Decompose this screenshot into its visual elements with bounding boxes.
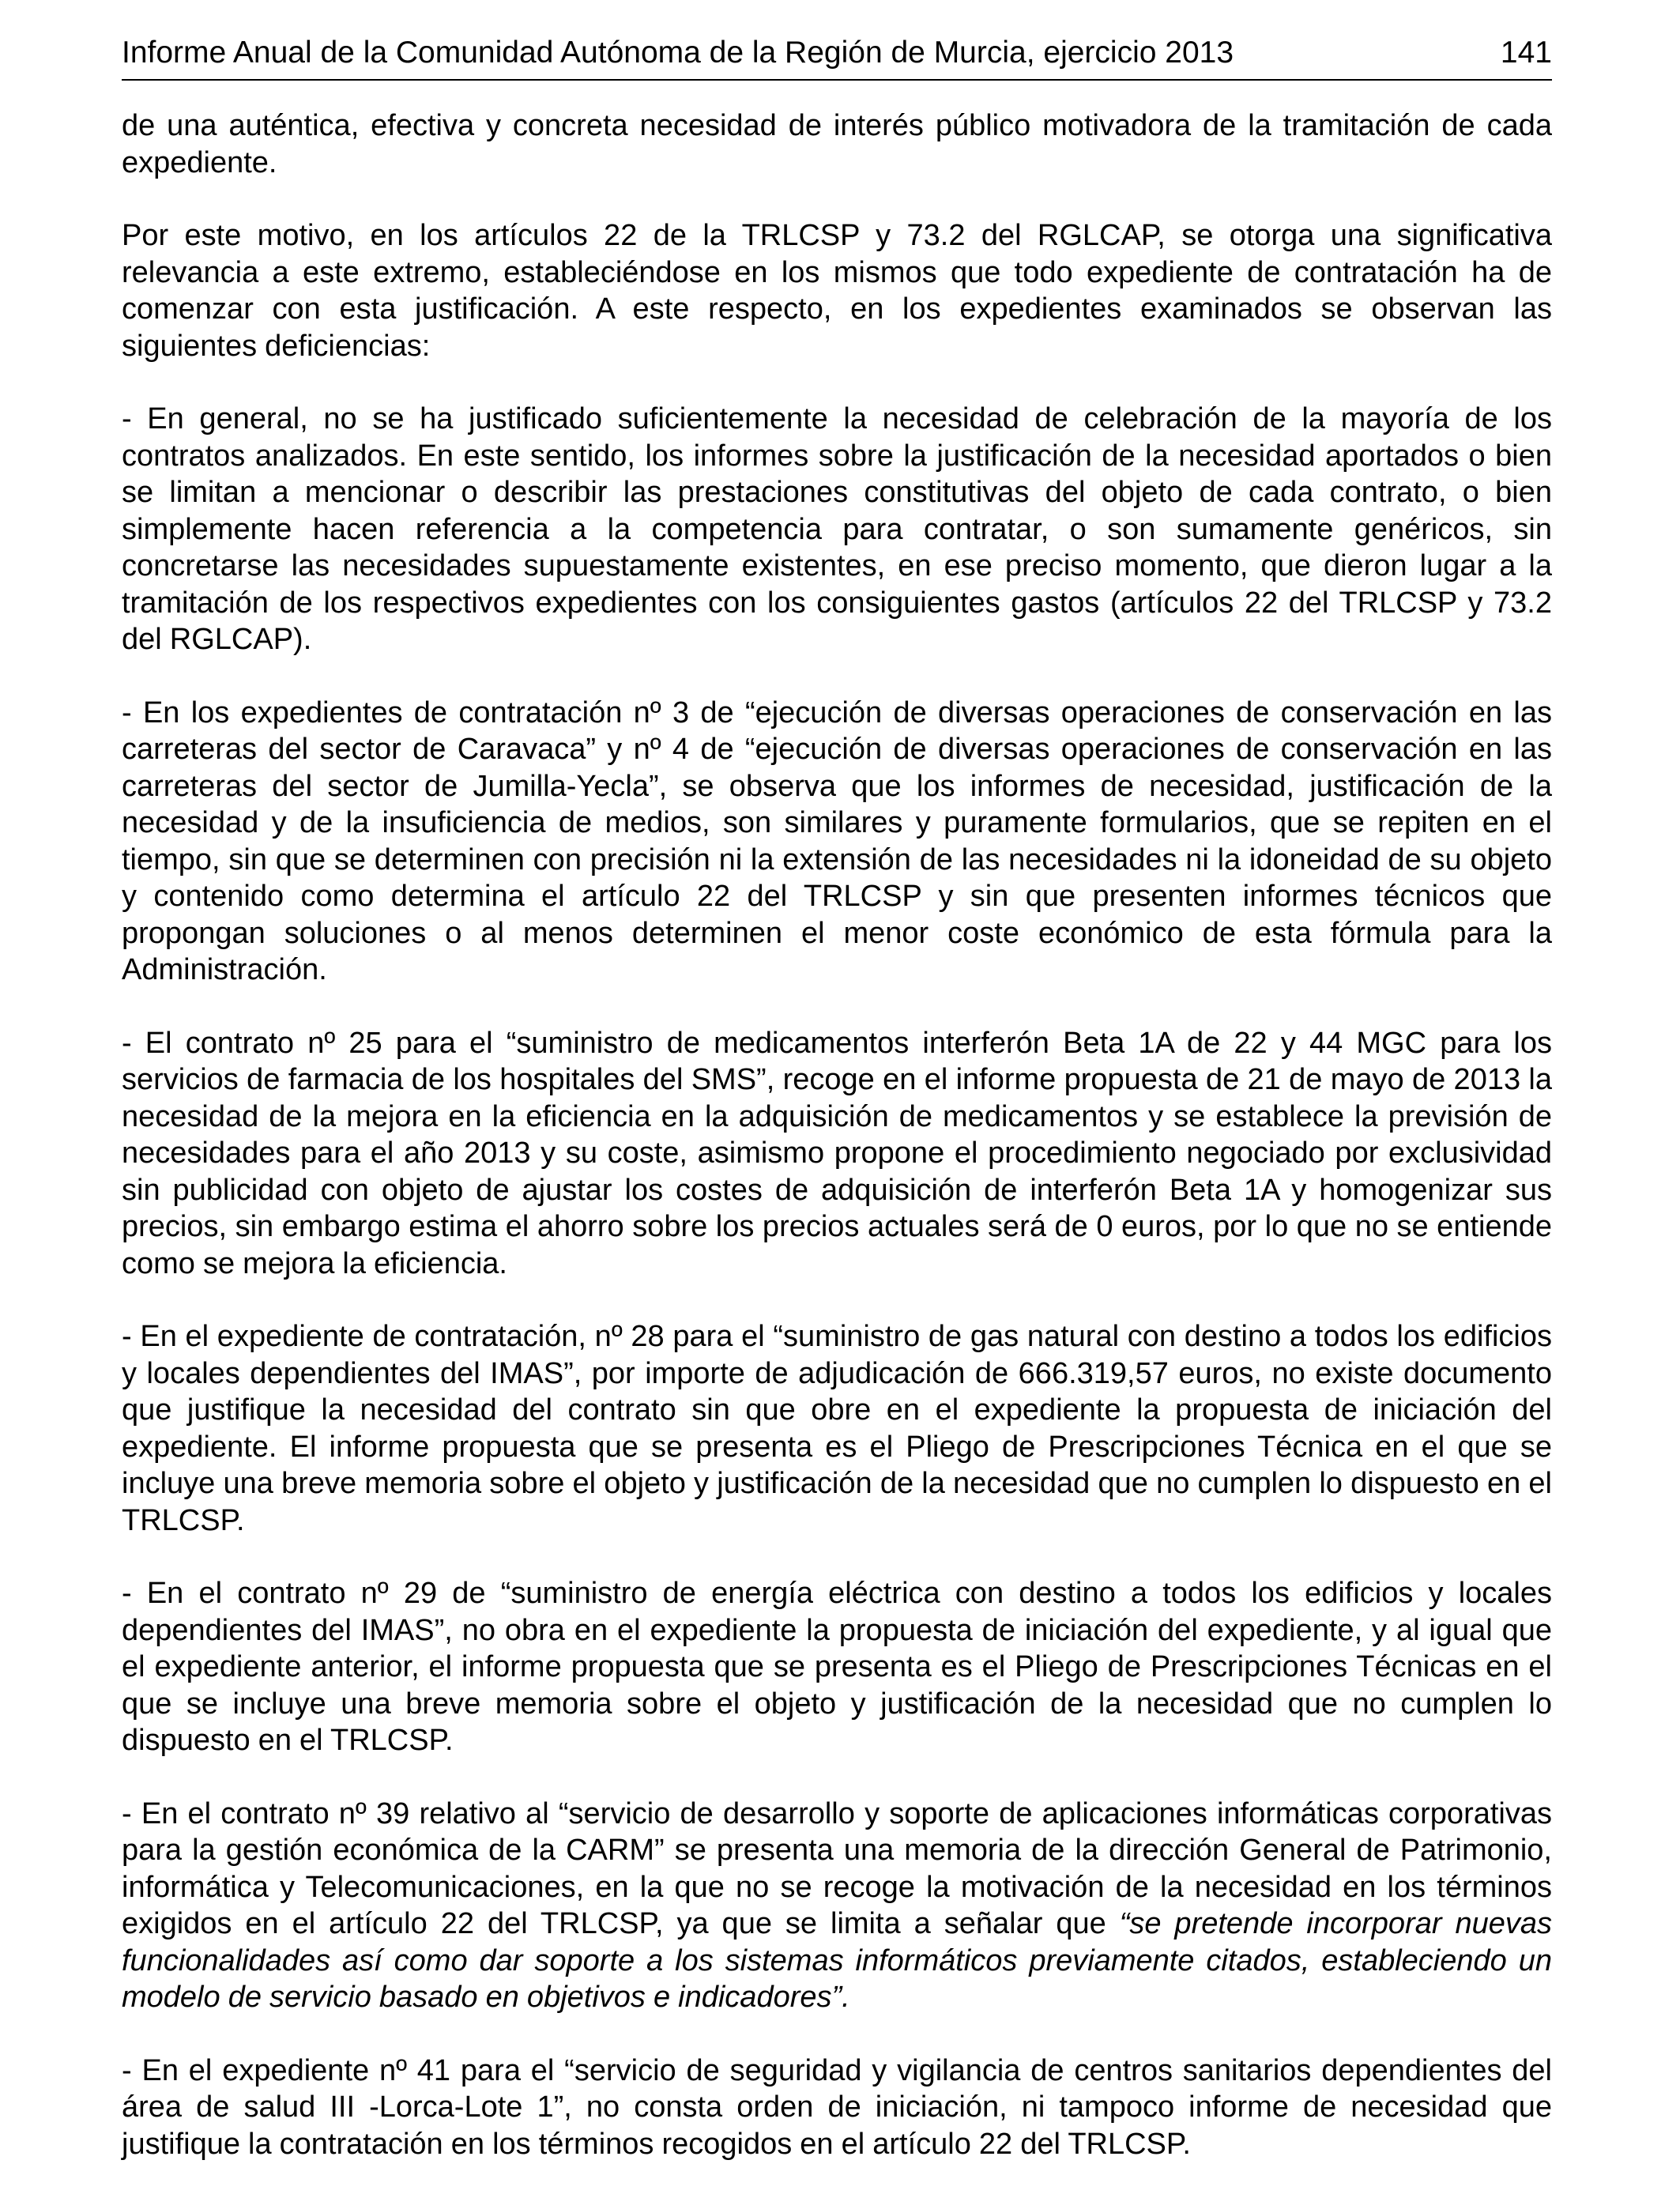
paragraph-deficiency-41 [122, 2053, 1552, 2163]
document-body [122, 107, 1552, 2162]
paragraph-deficiency-29 [122, 1575, 1552, 1759]
page-number: 141 [1500, 36, 1552, 70]
paragraph-quote: “se pretende incorporar nuevas funcionalidades así como dar soporte a los sistemas informáticos previamente citados, estableciendo un modelo de servicio basado en objetivos e indicadores”. [122, 1907, 1552, 2014]
paragraph-deficiency-3-4 [122, 695, 1552, 989]
paragraph-continuation [122, 107, 1552, 181]
paragraph-intro [122, 217, 1552, 364]
paragraph-deficiency-28 [122, 1318, 1552, 1539]
paragraph-text: de una auténtica, efectiva y concreta necesidad de interés público motivadora de la tramitación de cada expediente. [122, 109, 1552, 179]
paragraph-text: - En el expediente nº 41 para el “servicio de seguridad y vigilancia de centros sanitarios dependientes del área de salud III -Lorca-Lote 1”, no consta orden de iniciación, ni tampoco informe de necesidad que justifique la contratación en los términos recogidos en el artículo 22 del TRLCSP. [122, 2053, 1552, 2161]
paragraph-text: - En general, no se ha justificado suficientemente la necesidad de celebración de la mayoría de los contratos analizados. En este sentido, los informes sobre la justificación de la necesidad aportados o bien se limitan a mencionar o describir las prestaciones constitutivas del objeto de cada contrato, o bien simplemente hacen referencia a la competencia para contratar, o son sumamente genéricos, sin concretarse las necesidades supuestamente existentes, en ese preciso momento, que dieron lugar a la tramitación de los respectivos expedientes con los consiguientes gastos (artículos 22 del TRLCSP y 73.2 del RGLCAP). [122, 402, 1552, 656]
page-header [122, 30, 1552, 81]
paragraph-text: - En el contrato nº 39 relativo al “servicio de desarrollo y soporte de aplicaciones informáticas corporativas para la gestión económica de la CARM” se presenta una memoria de la dirección General de Patrimonio, informática y Telecomunicaciones, en la que no se recoge la motivación de la necesidad en los términos exigidos en el artículo 22 del TRLCSP, ya que se limita a señalar que [122, 1796, 1552, 1940]
paragraph-text: - En el expediente de contratación, nº 28 para el “suministro de gas natural con destino a todos los edificios y locales dependientes del IMAS”, por importe de adjudicación de 666.319,57 euros, no existe documento que justifique la necesidad del contrato sin que obre en el expediente la propuesta de iniciación del expediente. El informe propuesta que se presenta es el Pliego de Prescripciones Técnica en el que se incluye una breve memoria sobre el objeto y justificación de la necesidad que no cumplen lo dispuesto en el TRLCSP. [122, 1320, 1552, 1537]
paragraph-deficiency-39 [122, 1796, 1552, 2016]
paragraph-text: Por este motivo, en los artículos 22 de la TRLCSP y 73.2 del RGLCAP, se otorga una significativa relevancia a este extremo, estableciéndose en los mismos que todo expediente de contratación ha de comenzar con esta justificación. A este respecto, en los expedientes examinados se observan las siguientes deficiencias: [122, 219, 1552, 363]
paragraph-text: - En los expedientes de contratación nº 3 de “ejecución de diversas operaciones de conservación en las carreteras del sector de Caravaca” y nº 4 de “ejecución de diversas operaciones de conservación en las carreteras del sector de Jumilla-Yecla”, se observa que los informes de necesidad, justificación de la necesidad y de la insuficiencia de medios, son similares y puramente formularios, que se repiten en el tiempo, sin que se determinen con precisión ni la extensión de las necesidades ni la idoneidad de su objeto y contenido como determina el artículo 22 del TRLCSP y sin que presenten informes técnicos que propongan soluciones o al menos determinen el menor coste económico de esta fórmula para la Administración. [122, 696, 1552, 986]
document-page [122, 30, 1552, 2164]
paragraph-deficiency-25 [122, 1025, 1552, 1283]
paragraph-text: - En el contrato nº 29 de “suministro de energía eléctrica con destino a todos los edificios y locales dependientes del IMAS”, no obra en el expediente la propuesta de iniciación del expediente, y al igual que el expediente anterior, el informe propuesta que se presenta es el Pliego de Prescripciones Técnicas en el que se incluye una breve memoria sobre el objeto y justificación de la necesidad que no cumplen lo dispuesto en el TRLCSP. [122, 1577, 1552, 1757]
paragraph-deficiency-general [122, 401, 1552, 658]
paragraph-text: - El contrato nº 25 para el “suministro de medicamentos interferón Beta 1A de 22 y 44 MGC para los servicios de farmacia de los hospitales del SMS”, recoge en el informe propuesta de 21 de mayo de 2013 la necesidad de la mejora en la eficiencia en la adquisición de medicamentos y se establece la previsión de necesidades para el año 2013 y su coste, asimismo propone el procedimiento negociado por exclusividad sin publicidad con objeto de ajustar los costes de adquisición de interferón Beta 1A y homogenizar sus precios, sin embargo estima el ahorro sobre los precios actuales será de 0 euros, por lo que no se entiende como se mejora la eficiencia. [122, 1026, 1552, 1280]
header-title: Informe Anual de la Comunidad Autónoma de la Región de Murcia, ejercicio 2013 [122, 36, 1234, 70]
